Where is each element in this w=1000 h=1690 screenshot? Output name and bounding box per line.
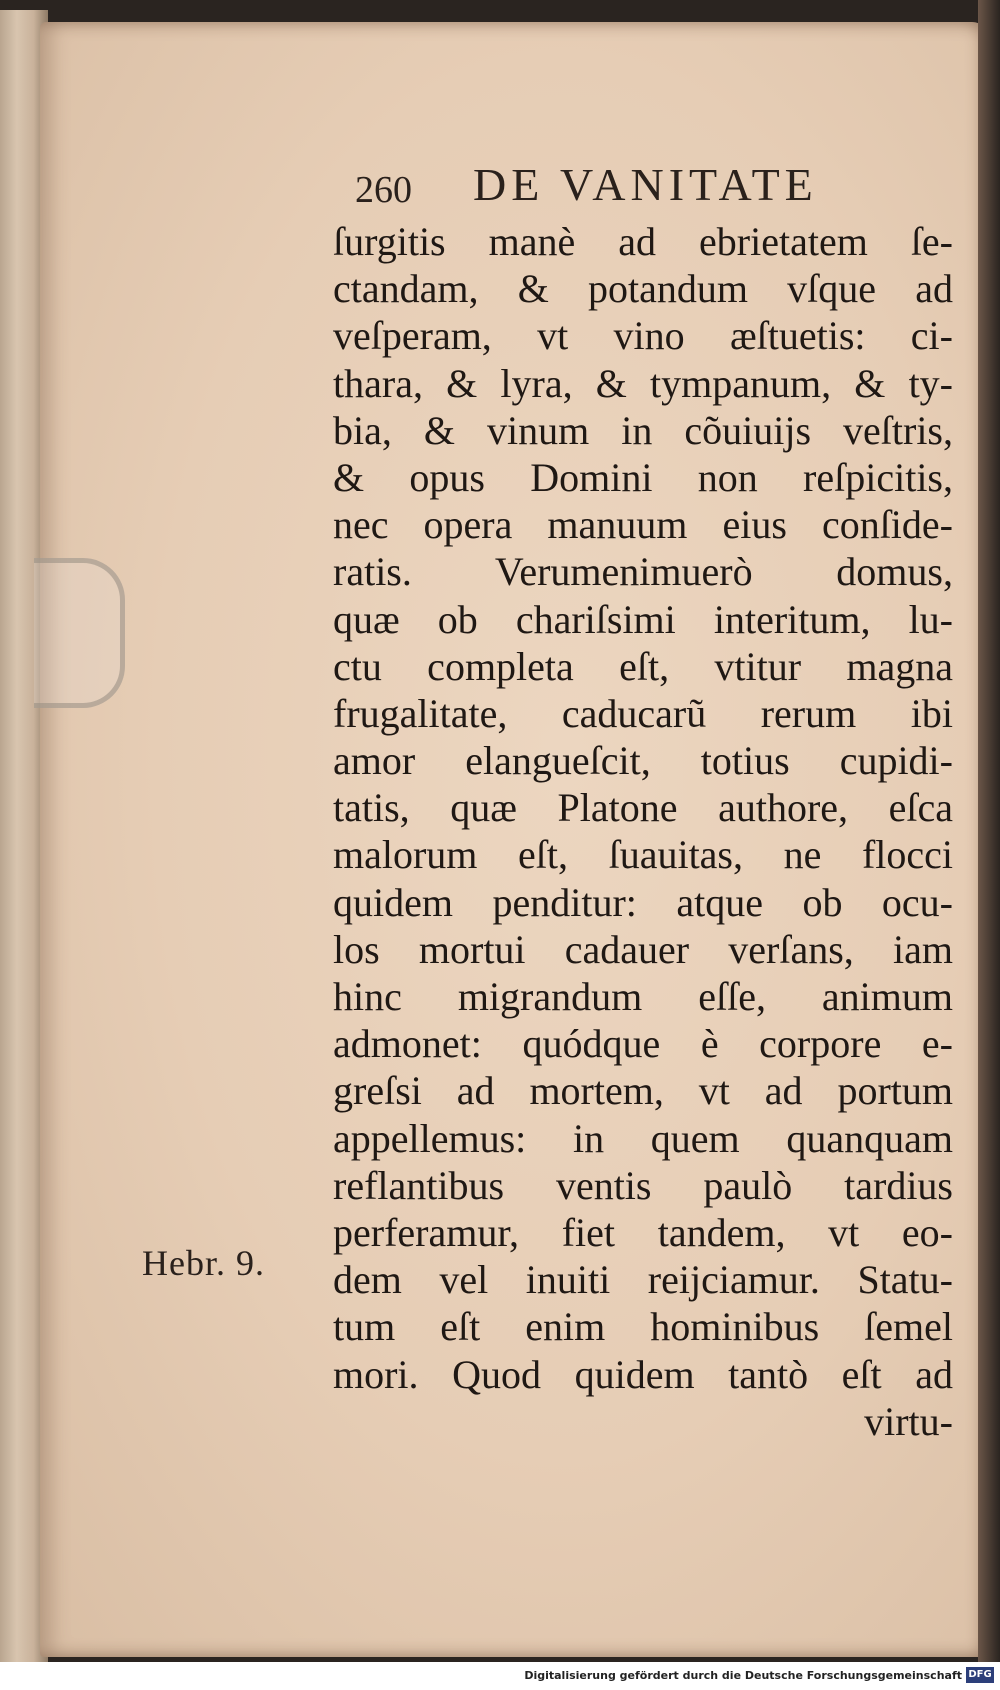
text-line: amor elangueſcit, totius cupidi- (333, 738, 953, 784)
catchword: virtu- (864, 1398, 953, 1444)
text-line: frugalitate, caducarũ rerum ibi (333, 690, 953, 736)
text-line: los mortui cadauer verſans, iam (333, 926, 953, 972)
text-line: tum eſt enim hominibus ſemel (333, 1304, 953, 1350)
page-clip (34, 558, 125, 708)
binding-shadow (978, 0, 1000, 1662)
dfg-logo: DFG (966, 1667, 994, 1683)
text-line: veſperam, vt vino æſtuetis: ci- (333, 313, 953, 359)
page-number: 260 (355, 169, 412, 211)
page-header (355, 158, 915, 218)
marginal-note: Hebr. 9. (142, 1243, 265, 1283)
text-line: & opus Domini non reſpicitis, (333, 454, 953, 500)
funding-credit: Digitalisierung gefördert durch die Deutsche Forschungsgemeinschaft (524, 1669, 962, 1682)
digitization-footer (0, 1662, 1000, 1690)
text-line: dem vel inuiti reijciamur. Statu- (333, 1257, 953, 1303)
text-line: perferamur, fiet tandem, vt eo- (333, 1209, 953, 1255)
body-text (333, 218, 953, 1445)
text-line: appellemus: in quem quanquam (333, 1115, 953, 1161)
text-line: quidem penditur: atque ob ocu- (333, 879, 953, 925)
text-line: admonet: quódque è corpore e- (333, 1021, 953, 1067)
text-line: nec opera manuum eius conſide- (333, 502, 953, 548)
text-line: ctu completa eſt, vtitur magna (333, 643, 953, 689)
text-line: tatis, quæ Platone authore, eſca (333, 785, 953, 831)
text-line: greſsi ad mortem, vt ad portum (333, 1068, 953, 1114)
text-line: thara, & lyra, & tympanum, & ty- (333, 360, 953, 406)
text-line: bia, & vinum in cõuiuijs veſtris, (333, 407, 953, 453)
text-line: reflantibus ventis paulò tardius (333, 1162, 953, 1208)
text-line: ctandam, & potandum vſque ad (333, 266, 953, 312)
text-line: hinc migrandum eſſe, animum (333, 974, 953, 1019)
text-line: malorum eſt, ſuauitas, ne flocci (333, 832, 953, 878)
text-line: quæ ob chariſsimi interitum, lu- (333, 596, 953, 642)
text-line: ratis. Verumenimuerò domus, (333, 549, 953, 595)
text-line: ſurgitis manè ad ebrietatem ſe- (333, 219, 953, 264)
text-line: mori. Quod quidem tantò eſt ad (333, 1351, 953, 1397)
running-title: DE VANITATE (473, 159, 818, 210)
